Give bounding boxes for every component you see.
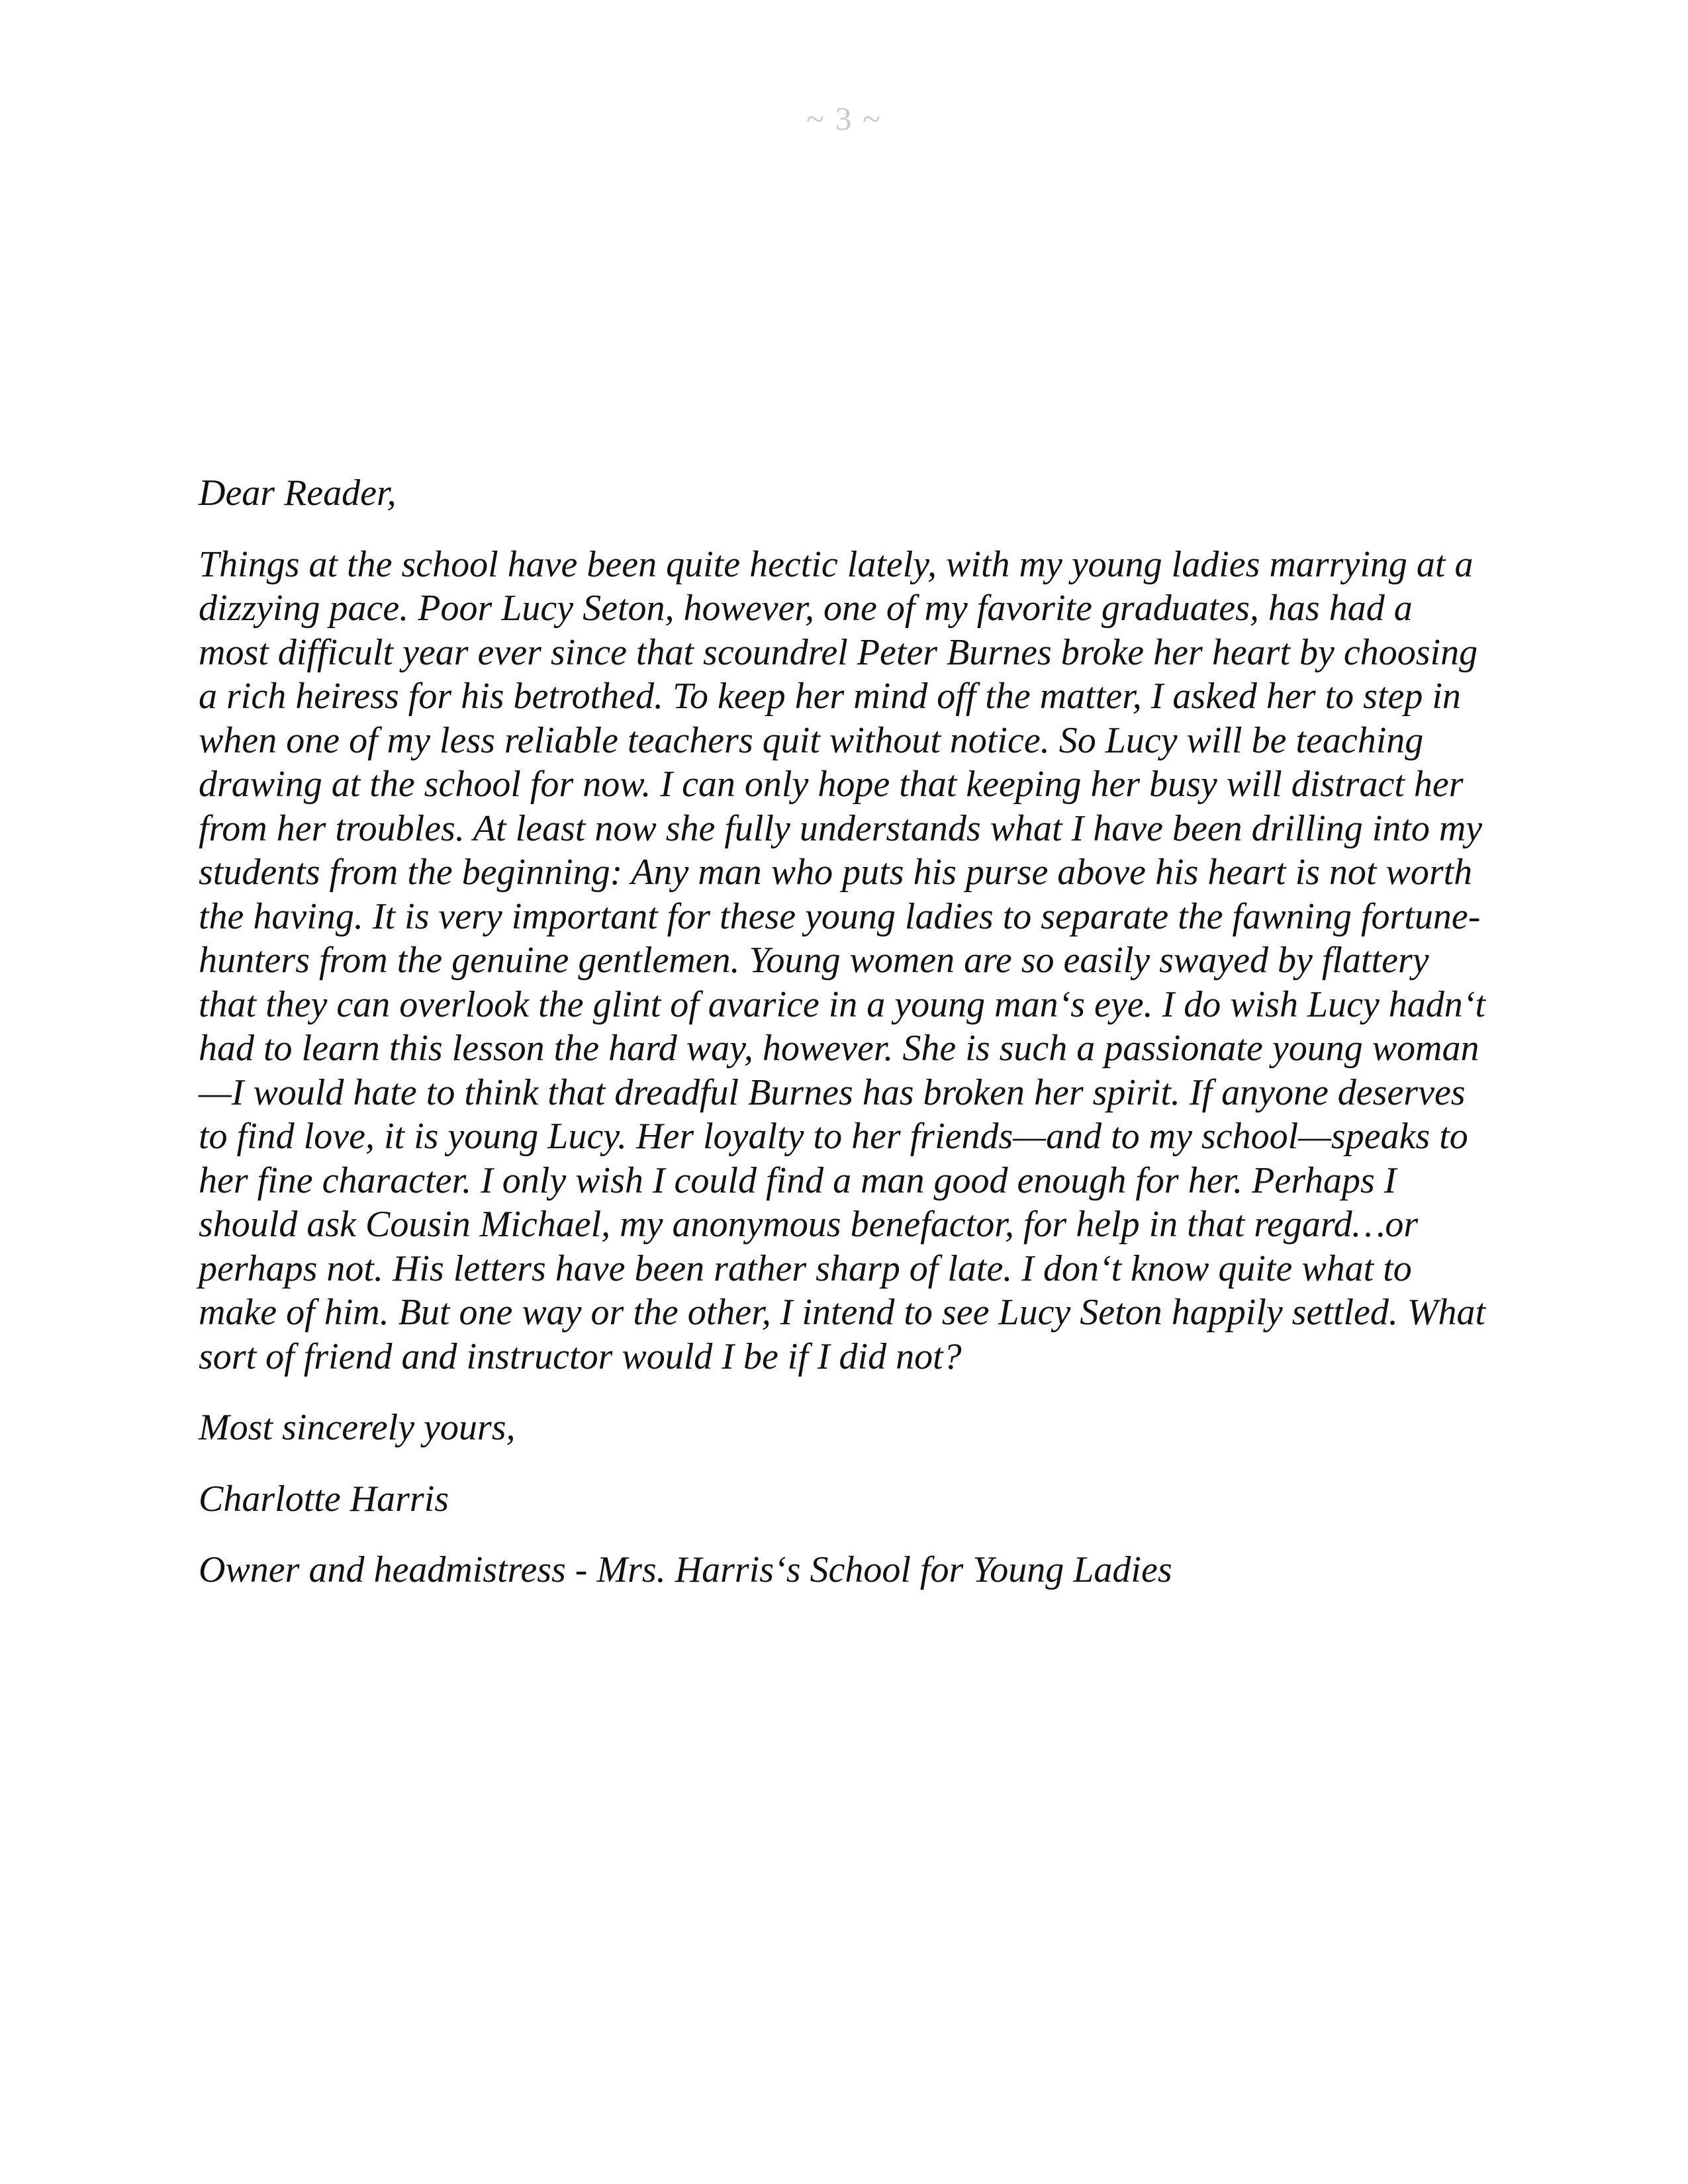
letter-salutation: Dear Reader, <box>199 473 397 514</box>
letter <box>199 471 1489 1592</box>
page-number: ~ 3 ~ <box>806 100 882 137</box>
letter-signature: Charlotte Harris <box>199 1478 449 1520</box>
letter-closing: Most sincerely yours, <box>199 1407 516 1448</box>
letter-signer-title: Owner and headmistress - Mrs. Harris‘s School for Young Ladies <box>199 1549 1172 1590</box>
letter-body: Things at the school have been quite hectic lately, with my young ladies marrying at a dizzying pace. Poor Lucy Seton, however, one of my favorite graduates, has had a most difficult year ever since that scoundrel Peter Burnes broke her heart by choosing a rich heiress for his betrothed. To keep her mind off the matter, I asked her to step in when one of my less reliable teachers quit without notice. So Lucy will be teaching drawing at the school for now. I can only hope that keeping her busy will distract her from her troubles. At least now she fully understands what I have been drilling into my students from the beginning: Any man who puts his purse above his heart is not worth the having. It is very important for these young ladies to separate the fawning fortune-hunters from the genuine gentlemen. Young women are so easily swayed by flattery that they can overlook the glint of avarice in a young man‘s eye. I do wish Lucy hadn‘t had to learn this lesson the hard way, however. She is such a passionate young woman—I would hate to think that dreadful Burnes has broken her spirit. If anyone deserves to find love, it is young Lucy. Her loyalty to her friends—and to my school—speaks to her fine character. I only wish I could find a man good enough for her. Perhaps I should ask Cousin Michael, my anonymous benefactor, for help in that regard…or perhaps not. His letters have been rather sharp of late. I don‘t know quite what to make of him. But one way or the other, I intend to see Lucy Seton happily settled. What sort of friend and instructor would I be if I did not? <box>199 543 1486 1377</box>
